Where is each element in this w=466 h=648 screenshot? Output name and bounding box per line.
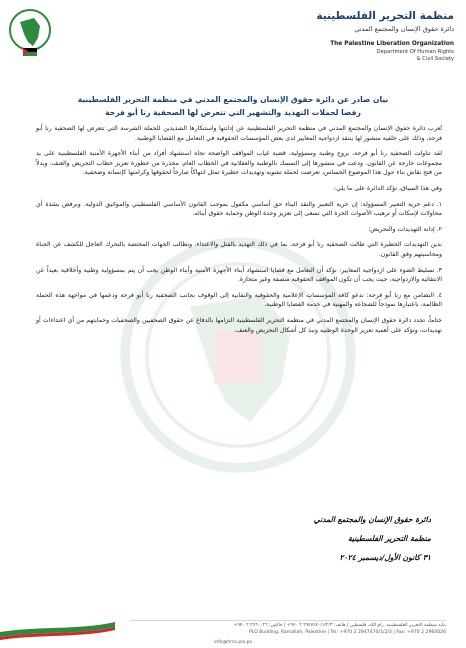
- body-paragraph-8: ٤. التضامن مع رنا أبو فرحة: ندعو كافة المؤسسات الإعلامية والحقوقية والنقابية إلى الوقوف بجانب الصحفية رنا أبو فرحة ودعمها في مواجهة هذه الحملة الظالمة، باعتبارها نموذجاً للشجاعة والمهنية في خدمة القضايا الوطنية.: [36, 291, 442, 309]
- dept-name-en-line2: & Civil Society: [416, 56, 454, 62]
- body-paragraph-1: تُعرب دائرة حقوق الإنسان والمجتمع المدني في منظمة التحرير الفلسطينية عن إدانتها واستنكارها الشديدين للحملة الشرسة التي تتعرض لها الصحفية رنا أبو فرحة، وذلك على خلفية منشور لها ينتقد ازدواجية المعايير لدى بعض المؤسسات الحقوقية في التعامل مع القضايا الوطنية.: [36, 125, 442, 142]
- title-line-1: بيان صادر عن دائرة حقوق الإنسان والمجتمع المدني في منظمة التحرير الفلسطينية: [77, 95, 389, 104]
- body-paragraph-3: وفي هذا السياق، تؤكد الدائرة على ما يلي:: [334, 184, 442, 192]
- body-paragraph-6: ندين التهديدات الخطيرة التي طالت الصحفية رنا أبو فرحة، بما في ذلك التهديد بالقتل والاعتداء. ونطالب الجهات المختصة بالتحرك العاجل للكشف عن الجناة ومحاسبتهم وفق القانون.: [36, 241, 442, 258]
- statement-body: [36, 124, 442, 341]
- footer-address-en: PLO Building, Ramallah, Palestine | Tel: +970 2 2947470/1/2/3 | Fax: +970 2 2960026: [249, 629, 446, 635]
- org-name-ar: منظمة التحرير الفلسطينية: [316, 10, 454, 22]
- footer-divider: [130, 620, 446, 621]
- footer-website-link[interactable]: info@hrcs.plo.ps: [214, 640, 252, 645]
- body-paragraph-4: ١. دعم حرية التعبير المسؤولة: إن حرية التعبير والنقد البناء حق أساسي مكفول بموجب القانون الأساسي الفلسطيني والمواثيق الدولية. ونرفض بشدة أي محاولات لإسكات أو ترهيب الأصوات الحرة التي تسعى إلى تعزيز وحدة الوطن وحماية حقوق أبنائه.: [36, 200, 442, 218]
- signature-dept: دائرة حقوق الإنسان والمجتمع المدني: [313, 515, 431, 524]
- plo-logo-icon: [8, 8, 52, 60]
- organization-header: [254, 10, 454, 63]
- body-paragraph-5: ٢. إدانة التهديدات والتحريض:: [368, 225, 442, 233]
- signature-block: [314, 515, 431, 572]
- dept-name-ar: دائرة حقوق الإنسان والمجتمع المدني: [354, 25, 454, 33]
- signature-org: منظمة التحرير الفلسطينية: [347, 534, 431, 543]
- footer-address-ar: بناية منظمة التحرير الفلسطينية، رام الله، فلسطين | هاتف: ٢٩٤٧٤٧٠/١/٢/٣ ٢ ٩٧٠+ | فاكس: ٢٩٦٠٠٢٦ ٢ ٩٧٠+: [233, 623, 446, 628]
- body-paragraph-9: ختاماً، تجدد دائرة حقوق الإنسان والمجتمع المدني في منظمة التحرير الفلسطينية التزامها بالدفاع عن حقوق الصحفيين والصحفيات وحمايتهم من أي اعتداءات أو تهديدات، وتؤكد على أهمية تعزيز الوحدة الوطنية ونبذ كل أشكال التحريض والعنف.: [36, 316, 442, 334]
- title-line-2: رفضا لحملات التهديد والتشهير التي تتعرض لها الصحفية رنا أبو فرحة: [105, 108, 361, 117]
- body-paragraph-2: لقد تناولت الصحفية رنا أبو فرحة، بروح وطنية ومسؤولية، قضية غياب المواقف الواضحة تجاه استشهاد أفراد من أبناء الأجهزة الأمنية الفلسطينية على يد مجموعات خارجة عن القانون. ودعت في منشورها إلى التمسك بالوطنية والعقلانية في الخطاب العام، محذرة من خطورة تعزيز خطاب التحريض والعنف، وبدلاً من فتح نقاش بناء حول هذا الموضوع الحساس، تعرضت لحملة تشويه وتهديدات خطيرة تمثل انتهاكاً صارخاً لحقوقها وكرامتها كإنسانة وصحفية.: [36, 150, 442, 177]
- org-name-en: The Palestine Liberation Organization: [330, 41, 454, 47]
- page-footer: [0, 618, 466, 648]
- statement-title: [30, 93, 436, 119]
- dept-name-en-line1: Department Of Human Rights: [376, 49, 454, 55]
- body-paragraph-7: ٣. تسليط الضوء على ازدواجية المعايير: نؤكد أن التعامل مع قضايا استشهاد أبناء الأجهزة الأمنية وأبناء الوطن يجب أن يتم بمسؤولية وطنية وأخلاقية بعيداً عن الانتقائية والازدواجية، حيث يجب أن تكون المواقف الحقوقية منصفة وغير متحازة.: [36, 266, 442, 284]
- footer-address: [130, 623, 446, 636]
- signature-date: ٣١ كانون الأول/ديسمبر ٢٠٢٤: [339, 553, 431, 562]
